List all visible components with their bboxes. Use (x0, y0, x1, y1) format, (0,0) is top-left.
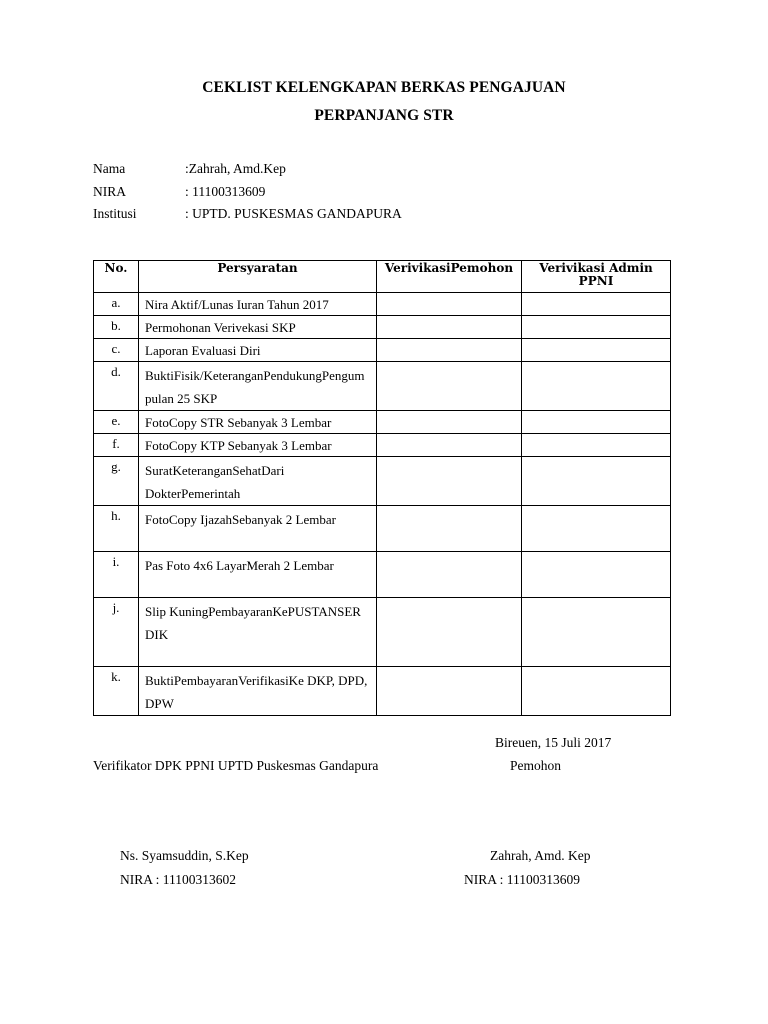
table-row (94, 434, 671, 457)
table-row (94, 293, 671, 316)
table-row (94, 457, 671, 506)
row-number: g. (94, 457, 139, 506)
admin-check-cell[interactable] (522, 316, 671, 339)
table-row (94, 316, 671, 339)
admin-check-cell[interactable] (522, 434, 671, 457)
admin-check-cell[interactable] (522, 411, 671, 434)
row-number: k. (94, 667, 139, 716)
requirements-table (93, 260, 671, 716)
document-title-line-1: CEKLIST KELENGKAPAN BERKAS PENGAJUAN (202, 79, 566, 96)
name-value: :Zahrah, Amd.Kep (185, 161, 286, 176)
name-label: Nama (93, 161, 126, 176)
pemohon-nira: NIRA : 11100313609 (464, 872, 581, 887)
admin-check-cell[interactable] (522, 362, 671, 411)
row-number: a. (94, 293, 139, 316)
pemohon-check-cell[interactable] (377, 506, 522, 552)
pemohon-check-cell[interactable] (377, 411, 522, 434)
row-number: h. (94, 506, 139, 552)
row-number: j. (94, 598, 139, 667)
admin-check-cell[interactable] (522, 506, 671, 552)
pemohon-check-cell[interactable] (377, 667, 522, 716)
document-title-line-2: PERPANJANG STR (314, 107, 454, 124)
row-requirement: BuktiFisik/KeteranganPendukungPengumpulan 25 SKP (139, 362, 377, 411)
nira-value: : 11100313609 (185, 184, 266, 199)
admin-check-cell[interactable] (522, 667, 671, 716)
row-requirement: Permohonan Verivekasi SKP (139, 316, 377, 339)
pemohon-check-cell[interactable] (377, 457, 522, 506)
table-row (94, 598, 671, 667)
header-no: No. (94, 261, 139, 293)
pemohon-check-cell[interactable] (377, 316, 522, 339)
row-number: i. (94, 552, 139, 598)
row-number: e. (94, 411, 139, 434)
row-requirement: BuktiPembayaranVerifikasiKe DKP, DPD, DPW (139, 667, 377, 716)
table-row (94, 552, 671, 598)
place-date: Bireuen, 15 Juli 2017 (495, 735, 612, 750)
table-row (94, 667, 671, 716)
row-number: c. (94, 339, 139, 362)
header-persyaratan: Persyaratan (139, 261, 377, 293)
row-requirement: Slip KuningPembayaranKePUSTANSERDIK (139, 598, 377, 667)
table-row (94, 411, 671, 434)
verifikator-label: Verifikator DPK PPNI UPTD Puskesmas Gandapura (93, 758, 379, 773)
row-requirement: Pas Foto 4x6 LayarMerah 2 Lembar (139, 552, 377, 598)
row-number: b. (94, 316, 139, 339)
verifikator-name: Ns. Syamsuddin, S.Kep (120, 848, 249, 863)
admin-check-cell[interactable] (522, 339, 671, 362)
row-requirement: Laporan Evaluasi Diri (139, 339, 377, 362)
pemohon-label: Pemohon (510, 758, 562, 773)
row-requirement: Nira Aktif/Lunas Iuran Tahun 2017 (139, 293, 377, 316)
header-verifikasi-pemohon: VerivikasiPemohon (377, 261, 522, 293)
pemohon-check-cell[interactable] (377, 598, 522, 667)
row-requirement: FotoCopy IjazahSebanyak 2 Lembar (139, 506, 377, 552)
table-row (94, 362, 671, 411)
pemohon-check-cell[interactable] (377, 552, 522, 598)
admin-check-cell[interactable] (522, 457, 671, 506)
verifikator-nira: NIRA : 11100313602 (120, 872, 237, 887)
row-requirement: FotoCopy STR Sebanyak 3 Lembar (139, 411, 377, 434)
row-number: f. (94, 434, 139, 457)
table-row (94, 506, 671, 552)
table-header-row (94, 261, 671, 293)
admin-check-cell[interactable] (522, 293, 671, 316)
table-row (94, 339, 671, 362)
row-requirement: FotoCopy KTP Sebanyak 3 Lembar (139, 434, 377, 457)
nira-label: NIRA (93, 184, 126, 199)
admin-check-cell[interactable] (522, 552, 671, 598)
institusi-value: : UPTD. PUSKESMAS GANDAPURA (185, 206, 402, 221)
pemohon-check-cell[interactable] (377, 339, 522, 362)
row-number: d. (94, 362, 139, 411)
admin-check-cell[interactable] (522, 598, 671, 667)
header-verifikasi-admin: Verivikasi Admin PPNI (522, 261, 671, 293)
pemohon-check-cell[interactable] (377, 293, 522, 316)
pemohon-check-cell[interactable] (377, 362, 522, 411)
pemohon-name: Zahrah, Amd. Kep (490, 848, 591, 863)
institusi-label: Institusi (93, 206, 137, 221)
pemohon-check-cell[interactable] (377, 434, 522, 457)
row-requirement: SuratKeteranganSehatDari DokterPemerintah (139, 457, 377, 506)
